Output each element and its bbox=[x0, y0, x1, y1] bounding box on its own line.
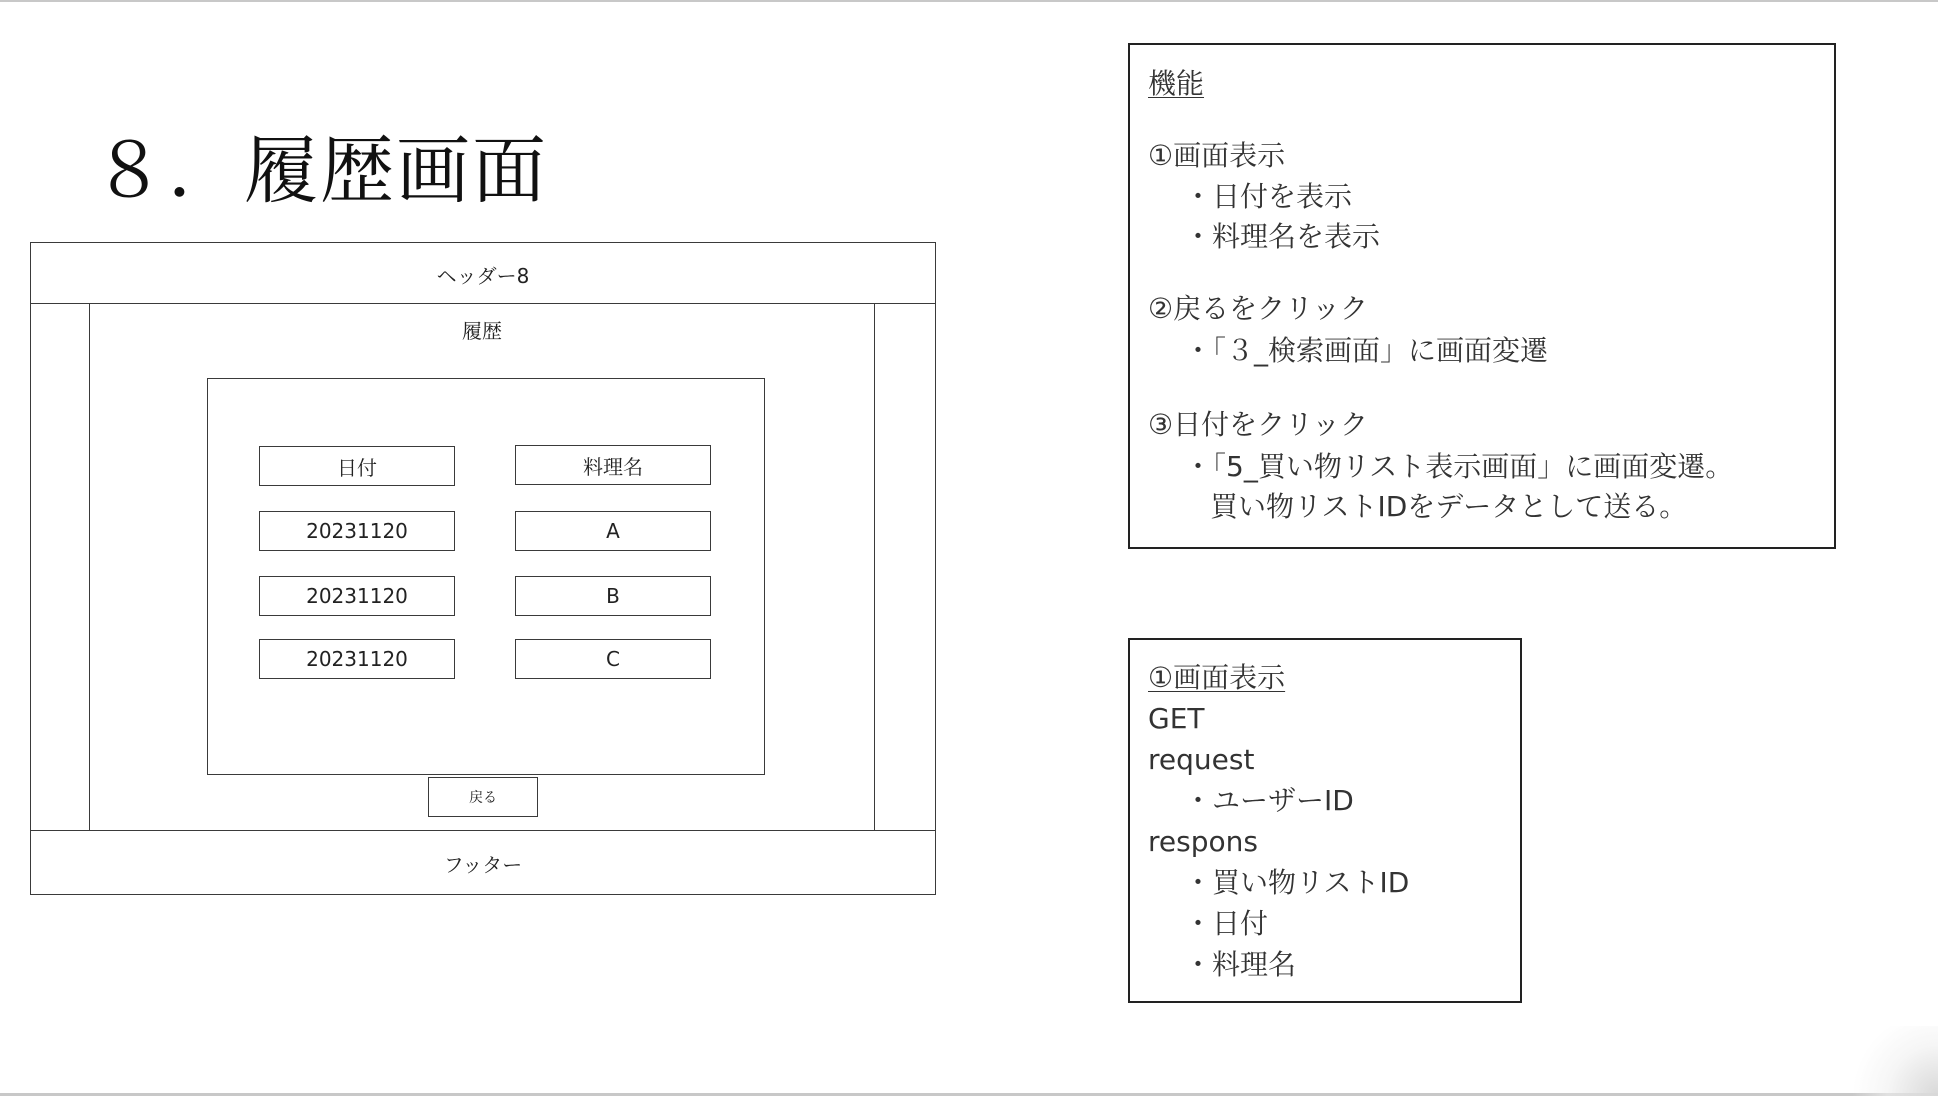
api-request-param-1: ・ユーザーID bbox=[1184, 784, 1354, 817]
function-1-detail-2: ・料理名を表示 bbox=[1184, 220, 1381, 253]
wireframe-footer: フッター bbox=[443, 853, 523, 877]
history-row-dish-3: C bbox=[515, 639, 711, 679]
api-heading: ①画面表示 bbox=[1148, 661, 1286, 694]
function-2-title: ②戻るをクリック bbox=[1148, 292, 1368, 325]
back-button[interactable]: 戻る bbox=[428, 777, 538, 817]
history-row-date-1[interactable]: 20231120 bbox=[259, 511, 455, 551]
api-method: GET bbox=[1148, 702, 1205, 735]
history-row-dish-1: A bbox=[515, 511, 711, 551]
function-3-detail-2: 買い物リストIDをデータとして送る。 bbox=[1210, 490, 1688, 523]
api-response-field-3: ・料理名 bbox=[1184, 948, 1297, 981]
wireframe-left-margin-line bbox=[89, 303, 90, 831]
api-request-label: request bbox=[1148, 743, 1255, 776]
corner-shadow bbox=[1848, 1026, 1938, 1096]
function-3-title: ③日付をクリック bbox=[1148, 408, 1368, 441]
history-row-date-3[interactable]: 20231120 bbox=[259, 639, 455, 679]
history-row-date-2[interactable]: 20231120 bbox=[259, 576, 455, 616]
api-response-label: respons bbox=[1148, 825, 1258, 858]
functions-heading: 機能 bbox=[1148, 67, 1205, 100]
function-1-title: ①画面表示 bbox=[1148, 139, 1286, 172]
api-panel bbox=[1128, 638, 1522, 1003]
api-response-field-1: ・買い物リストID bbox=[1184, 866, 1410, 899]
wireframe-header: ヘッダー8 bbox=[436, 264, 530, 288]
wireframe-right-margin-line bbox=[874, 303, 875, 831]
history-row-dish-2: B bbox=[515, 576, 711, 616]
top-border bbox=[0, 0, 1938, 2]
page-title: ８．履歴画面 bbox=[92, 128, 548, 214]
wireframe-section-title: 履歴 bbox=[462, 319, 502, 343]
api-response-field-2: ・日付 bbox=[1184, 907, 1269, 940]
wireframe-header-divider bbox=[30, 303, 936, 304]
column-header-dish: 料理名 bbox=[515, 445, 711, 485]
functions-panel bbox=[1128, 43, 1836, 549]
wireframe-footer-divider bbox=[30, 830, 936, 831]
function-3-detail-1: ・「5_買い物リスト表示画面」に画面変遷。 bbox=[1184, 450, 1734, 483]
column-header-date: 日付 bbox=[259, 446, 455, 486]
function-1-detail-1: ・日付を表示 bbox=[1184, 180, 1353, 213]
function-2-detail-1: ・「３_検索画面」に画面変遷 bbox=[1184, 334, 1549, 367]
